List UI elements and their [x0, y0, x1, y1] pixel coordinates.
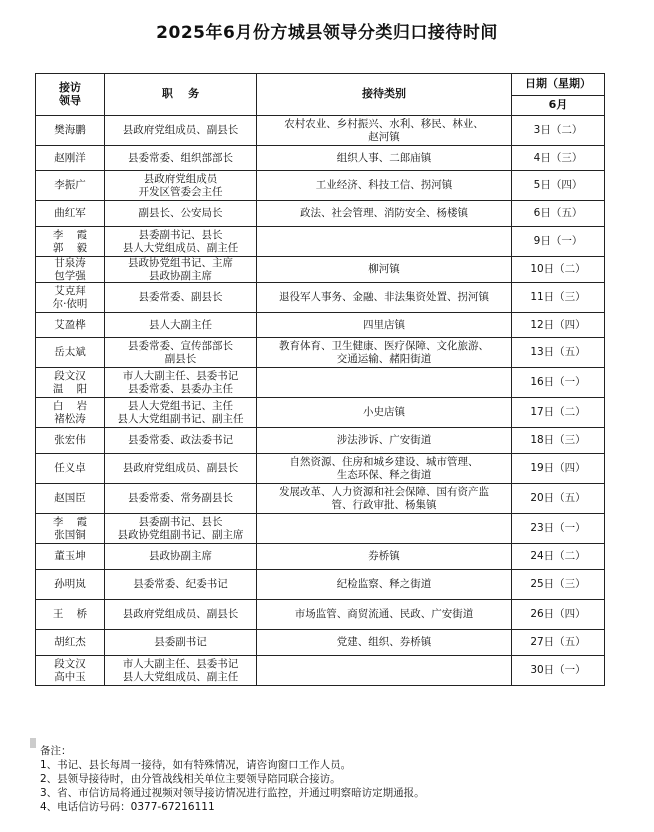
category-cell — [257, 201, 512, 227]
leader-cell-line: 李振广 — [54, 179, 86, 192]
leader-cell-line: 李 霞 — [52, 229, 88, 241]
position-cell-line: 县政府党组成员 — [143, 173, 218, 185]
category-cell-line: 农村农业、乡村振兴、水利、移民、林业、 — [284, 118, 484, 130]
position-cell-line: 市人大副主任、县委书记 — [122, 658, 239, 670]
leader-cell-line: 胡红杰 — [54, 636, 86, 649]
category-cell-line: 纪检监察、释之街道 — [336, 578, 432, 591]
position-cell-line: 县委副书记 — [154, 636, 207, 649]
position-cell-line: 副县长、公安局长 — [138, 207, 223, 220]
position-cell-line: 县委常委、纪委书记 — [133, 578, 228, 591]
category-cell — [257, 146, 512, 171]
position-cell — [105, 600, 257, 630]
leader-cell-line: 王 桥 — [52, 608, 88, 621]
leader-cell — [36, 146, 105, 171]
note-heading: 备注： — [40, 745, 72, 757]
leader-cell-line: 董玉坤 — [54, 550, 86, 563]
category-cell — [257, 171, 512, 201]
category-cell-line: 退役军人事务、金融、非法集资处置、拐河镇 — [279, 291, 489, 304]
reception-schedule-table — [35, 73, 605, 686]
leader-cell-line: 樊海鹏 — [54, 124, 86, 137]
leader-cell-line: 白 岩 — [52, 400, 88, 412]
leader-cell — [36, 313, 105, 338]
category-cell — [257, 600, 512, 630]
leader-cell-line: 艾克拜 — [54, 285, 86, 297]
date-cell: 18日（三） — [512, 428, 605, 454]
category-cell-line: 柳河镇 — [368, 263, 400, 276]
position-cell-line: 县委副书记、县长 — [138, 229, 223, 241]
position-cell-line: 县人大党组书记、主任 — [128, 400, 233, 412]
position-cell — [105, 283, 257, 313]
date-cell: 5日（四） — [512, 171, 605, 201]
table-row — [36, 398, 605, 428]
note-line: 4、电话信访号码：0377-67216111 — [40, 801, 215, 813]
leader-cell — [36, 630, 105, 656]
position-cell — [105, 428, 257, 454]
table-body — [36, 116, 605, 686]
date-cell: 3日（二） — [512, 116, 605, 146]
category-cell — [257, 454, 512, 484]
date-cell: 23日（一） — [512, 514, 605, 544]
table-row — [36, 146, 605, 171]
leader-cell — [36, 257, 105, 283]
category-cell-line: 券桥镇 — [368, 550, 400, 563]
position-cell-line: 县政协副主席 — [149, 269, 212, 282]
page-title: 2025年6月份方城县领导分类归口接待时间 — [156, 23, 498, 43]
position-cell-line: 副县长 — [164, 352, 197, 365]
date-cell: 24日（二） — [512, 544, 605, 570]
position-cell-line: 开发区管委会主任 — [138, 185, 223, 198]
leader-cell — [36, 454, 105, 484]
table-row — [36, 171, 605, 201]
position-cell — [105, 116, 257, 146]
table-row — [36, 201, 605, 227]
position-cell — [105, 484, 257, 514]
table-row — [36, 454, 605, 484]
category-cell — [257, 283, 512, 313]
category-cell — [257, 630, 512, 656]
date-cell: 19日（四） — [512, 454, 605, 484]
position-cell — [105, 313, 257, 338]
date-cell: 16日（一） — [512, 368, 605, 398]
category-cell — [257, 116, 512, 146]
position-cell-line: 县政府党组成员、副县长 — [122, 124, 239, 137]
table-row — [36, 257, 605, 283]
table-row — [36, 116, 605, 146]
position-cell — [105, 656, 257, 686]
position-cell — [105, 338, 257, 368]
date-cell: 9日（一） — [512, 227, 605, 257]
table-row — [36, 656, 605, 686]
date-cell: 6日（五） — [512, 201, 605, 227]
date-cell: 4日（三） — [512, 146, 605, 171]
header-date: 日期（星期） — [512, 74, 605, 96]
position-cell-line: 县委常委、宣传部部长 — [128, 340, 233, 352]
leader-cell-line: 高中玉 — [54, 670, 86, 683]
category-cell — [257, 428, 512, 454]
margin-marker — [30, 738, 36, 748]
position-cell — [105, 570, 257, 600]
date-cell: 12日（四） — [512, 313, 605, 338]
leader-cell-line: 曲红军 — [54, 207, 86, 220]
category-cell — [257, 484, 512, 514]
category-cell — [257, 398, 512, 428]
category-cell-line: 市场监管、商贸流通、民政、广安街道 — [294, 608, 474, 621]
leader-cell — [36, 171, 105, 201]
position-cell — [105, 398, 257, 428]
date-cell: 17日（二） — [512, 398, 605, 428]
note-line: 3、省、市信访局将通过视频对领导接访情况进行监控，并通过明察暗访定期通报。 — [40, 787, 425, 799]
table-row — [36, 428, 605, 454]
leader-cell-line: 温 阳 — [52, 382, 88, 395]
note-line: 2、县领导接待时，由分管战线相关单位主要领导陪同联合接访。 — [40, 773, 341, 785]
header-category: 接待类别 — [257, 74, 512, 116]
header-position: 职 务 — [105, 74, 257, 116]
category-cell-line: 发展改革、人力资源和社会保障、国有资产监 — [279, 486, 489, 498]
position-cell — [105, 514, 257, 544]
position-cell-line: 县委副书记、县长 — [138, 516, 223, 528]
position-cell — [105, 227, 257, 257]
table-row — [36, 484, 605, 514]
leader-cell — [36, 227, 105, 257]
leader-cell — [36, 570, 105, 600]
category-cell-line: 管、行政审批、杨集镇 — [331, 498, 437, 511]
leader-cell — [36, 338, 105, 368]
date-cell: 26日（四） — [512, 600, 605, 630]
position-cell-line: 县人大党组成员、副主任 — [122, 670, 239, 683]
date-cell: 13日（五） — [512, 338, 605, 368]
position-cell-line: 县人大党组成员、副主任 — [122, 241, 239, 254]
date-cell: 10日（二） — [512, 257, 605, 283]
table-row — [36, 227, 605, 257]
position-cell — [105, 146, 257, 171]
leader-cell-line: 艾盈桦 — [54, 318, 86, 331]
leader-cell-line: 尔·依明 — [52, 297, 88, 310]
leader-cell — [36, 656, 105, 686]
header-month: 6月 — [512, 96, 605, 116]
category-cell-line: 政法、社会管理、消防安全、杨楼镇 — [300, 207, 468, 220]
leader-cell-line: 赵国臣 — [54, 492, 86, 505]
leader-cell-line: 张国铜 — [54, 528, 86, 541]
category-cell — [257, 257, 512, 283]
date-cell: 11日（三） — [512, 283, 605, 313]
leader-cell-line: 张宏伟 — [54, 434, 86, 447]
category-cell — [257, 544, 512, 570]
category-cell — [257, 227, 512, 257]
table-row — [36, 338, 605, 368]
leader-cell-line: 段文汉 — [54, 370, 86, 382]
table-row — [36, 368, 605, 398]
date-cell: 30日（一） — [512, 656, 605, 686]
position-cell-line: 市人大副主任、县委书记 — [122, 370, 239, 382]
position-cell-line: 县委常委、政法委书记 — [128, 434, 233, 447]
table-row — [36, 570, 605, 600]
leader-cell — [36, 514, 105, 544]
category-cell-line: 自然资源、住房和城乡建设、城市管理、 — [289, 456, 479, 468]
category-cell — [257, 368, 512, 398]
table-row — [36, 630, 605, 656]
table-row — [36, 313, 605, 338]
leader-cell-line: 李 霞 — [52, 516, 88, 528]
category-cell — [257, 514, 512, 544]
leader-cell — [36, 283, 105, 313]
category-cell-line: 赵河镇 — [368, 130, 400, 143]
category-cell-line: 党建、组织、券桥镇 — [336, 636, 432, 649]
category-cell — [257, 656, 512, 686]
position-cell-line: 县委常委、常务副县长 — [128, 492, 233, 505]
category-cell — [257, 570, 512, 600]
notes-section — [40, 744, 425, 814]
date-cell: 25日（三） — [512, 570, 605, 600]
table-row — [36, 600, 605, 630]
leader-cell-line: 赵刚洋 — [54, 151, 86, 164]
category-cell-line: 小史店镇 — [363, 406, 405, 419]
category-cell-line: 组织人事、二郎庙镇 — [336, 151, 432, 164]
leader-cell-line: 包学强 — [54, 269, 86, 282]
date-cell: 27日（五） — [512, 630, 605, 656]
position-cell-line: 县委常委、县委办主任 — [128, 382, 233, 395]
category-cell-line: 生态环保、释之街道 — [336, 468, 432, 481]
category-cell-line: 教育体育、卫生健康、医疗保障、文化旅游、 — [279, 340, 489, 352]
category-cell — [257, 313, 512, 338]
position-cell-line: 县委常委、组织部部长 — [128, 151, 233, 164]
leader-cell-line: 孙明岚 — [54, 578, 86, 591]
leader-cell-line: 郭 毅 — [52, 241, 88, 254]
table-row — [36, 283, 605, 313]
position-cell — [105, 171, 257, 201]
position-cell — [105, 454, 257, 484]
category-cell-line: 四里店镇 — [363, 318, 405, 331]
leader-cell — [36, 600, 105, 630]
leader-cell-line: 甘泉涛 — [54, 257, 86, 269]
position-cell — [105, 257, 257, 283]
position-cell-line: 县人大副主任 — [149, 318, 212, 331]
position-cell-line: 县政府党组成员、副县长 — [122, 462, 239, 475]
leader-cell — [36, 201, 105, 227]
category-cell-line: 工业经济、科技工信、拐河镇 — [315, 179, 453, 192]
leader-cell — [36, 484, 105, 514]
leader-cell — [36, 544, 105, 570]
position-cell-line: 县政协党组书记、主席 — [128, 257, 233, 269]
note-line: 1、书记、县长每周一接待，如有特殊情况，请咨询窗口工作人员。 — [40, 759, 352, 771]
category-cell-line: 交通运输、赭阳街道 — [336, 352, 432, 365]
category-cell — [257, 338, 512, 368]
header-leader: 接访 领导 — [36, 74, 105, 116]
position-cell — [105, 201, 257, 227]
position-cell — [105, 544, 257, 570]
table-row — [36, 544, 605, 570]
position-cell — [105, 630, 257, 656]
leader-cell — [36, 398, 105, 428]
position-cell-line: 县政协副主席 — [149, 550, 212, 563]
category-cell-line: 涉法涉诉、广安街道 — [336, 434, 432, 447]
position-cell-line: 县人大党组副书记、副主任 — [117, 412, 244, 425]
leader-cell-line: 任义卓 — [54, 462, 86, 475]
leader-cell-line: 段文汉 — [54, 658, 86, 670]
position-cell-line: 县政协党组副书记、副主席 — [117, 528, 244, 541]
table-row — [36, 514, 605, 544]
leader-cell — [36, 368, 105, 398]
leader-cell-line: 岳太斌 — [54, 346, 86, 359]
leader-cell — [36, 116, 105, 146]
date-cell: 20日（五） — [512, 484, 605, 514]
position-cell-line: 县委常委、副县长 — [138, 291, 223, 304]
position-cell — [105, 368, 257, 398]
leader-cell-line: 褚松涛 — [54, 412, 86, 425]
position-cell-line: 县政府党组成员、副县长 — [122, 608, 239, 621]
leader-cell — [36, 428, 105, 454]
